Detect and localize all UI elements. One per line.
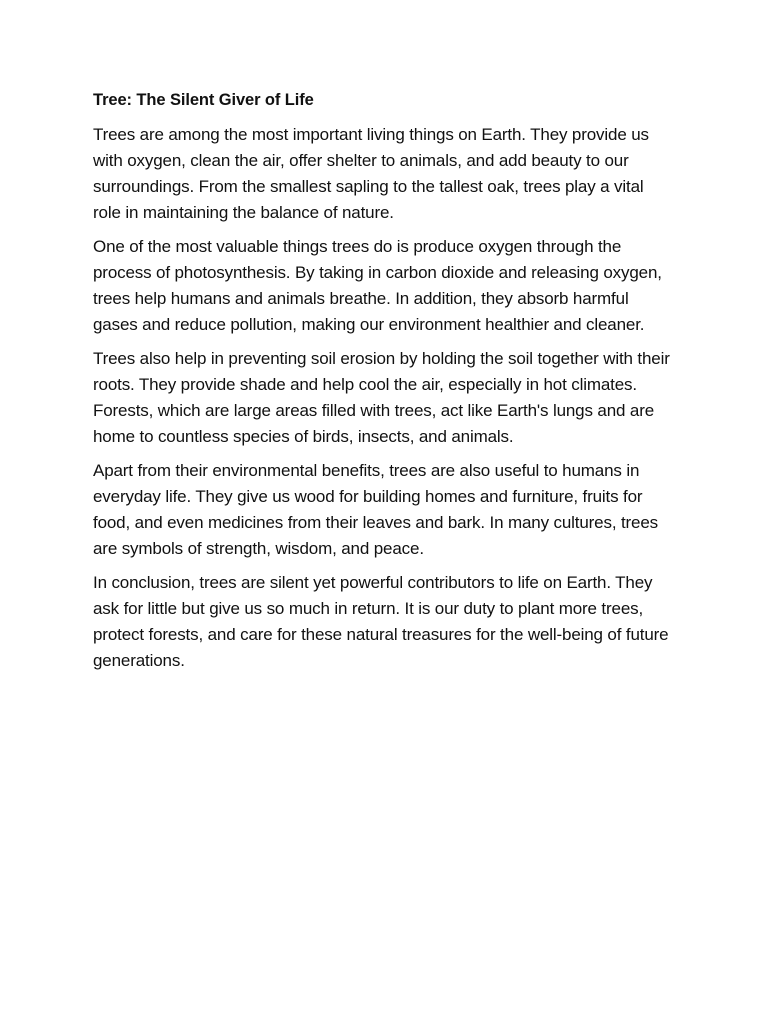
document-page xyxy=(93,88,673,682)
paragraph-soil-erosion: Trees also help in preventing soil erosion by holding the soil together with their roots. They provide shade and help cool the air, especially in hot climates. Forests, which are large areas filled with trees, act like Earth's lungs and are home to countless species of birds, insects, and animals. xyxy=(93,349,670,446)
paragraph-intro: Trees are among the most important living things on Earth. They provide us with oxygen, clean the air, offer shelter to animals, and add beauty to our surroundings. From the smallest sapling to the tallest oak, trees play a vital role in maintaining the balance of nature. xyxy=(93,125,649,222)
paragraph-oxygen: One of the most valuable things trees do is produce oxygen through the process of photosynthesis. By taking in carbon dioxide and releasing oxygen, trees help humans and animals breathe. In addition, they absorb harmful gases and reduce pollution, making our environment healthier and cleaner. xyxy=(93,237,662,334)
paragraph-human-benefits: Apart from their environmental benefits, trees are also useful to humans in everyday life. They give us wood for building homes and furniture, fruits for food, and even medicines from their leaves and bark. In many cultures, trees are symbols of strength, wisdom, and peace. xyxy=(93,461,659,558)
paragraph-conclusion: In conclusion, trees are silent yet powerful contributors to life on Earth. They ask for little but give us so much in return. It is our duty to plant more trees, protect forests, and care for these natural treasures for the well-being of future generations. xyxy=(93,573,669,670)
document-title: Tree: The Silent Giver of Life xyxy=(93,91,314,109)
